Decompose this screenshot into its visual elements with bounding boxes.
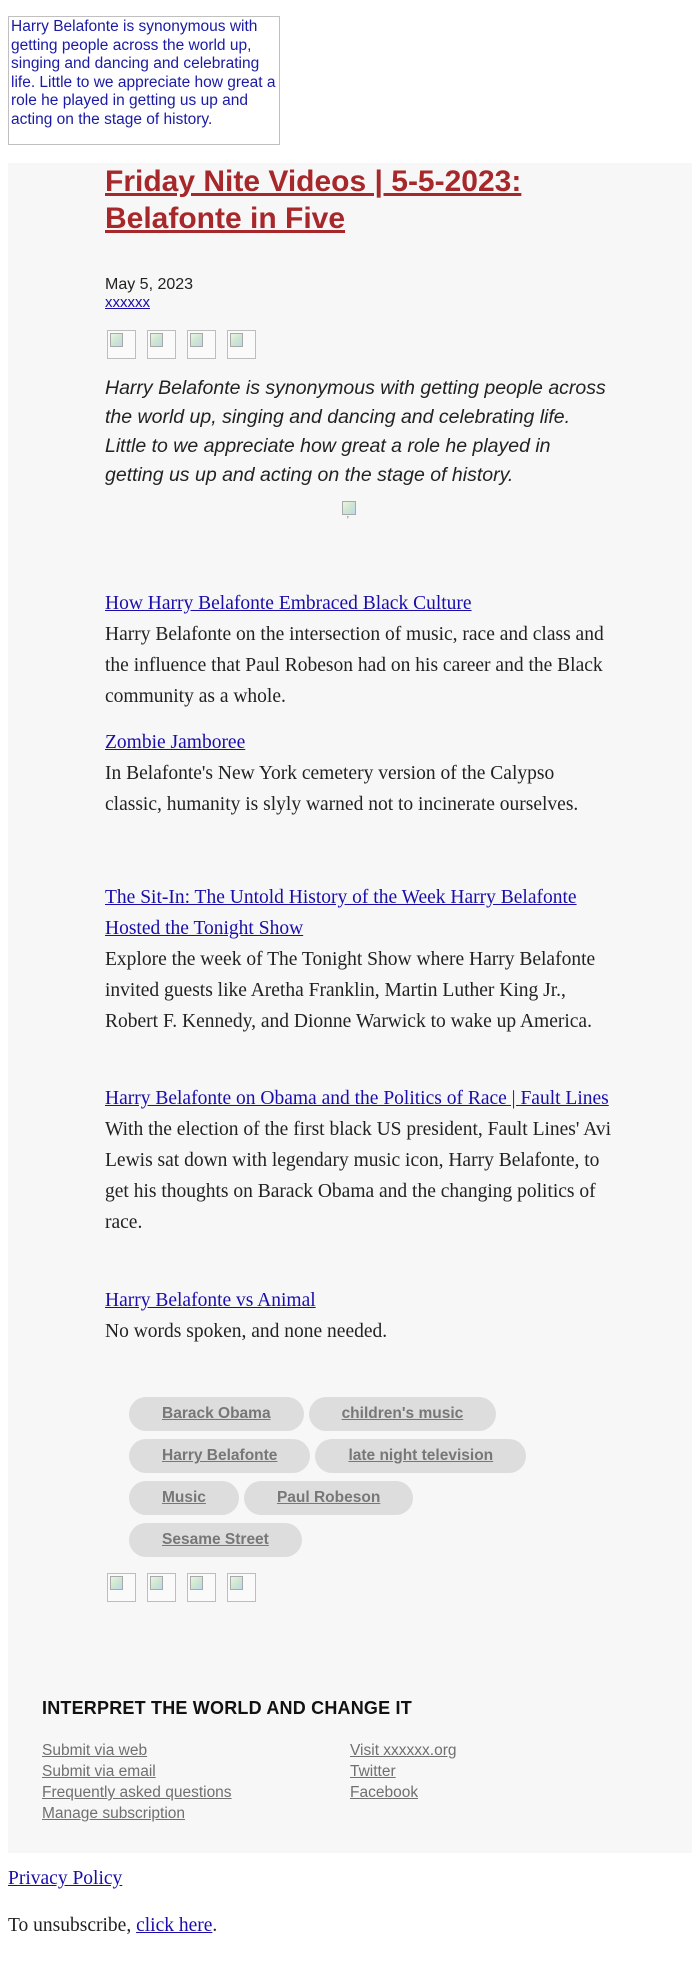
tag-barack-obama[interactable]: Barack Obama [129, 1397, 304, 1431]
story-item [105, 1285, 613, 1347]
article-author [105, 294, 613, 312]
footer-heading: INTERPRET THE WORLD AND CHANGE IT [42, 1698, 412, 1718]
story-link[interactable]: Zombie Jamboree [105, 732, 246, 753]
unsubscribe-link[interactable]: click here [136, 1915, 213, 1936]
tag-childrens-music[interactable]: children's music [309, 1397, 497, 1431]
print-share-icon[interactable] [227, 1573, 256, 1602]
tag-music[interactable]: Music [129, 1481, 239, 1515]
article-panel [8, 163, 692, 1853]
footer-links-right [350, 1740, 457, 1803]
facebook-share-icon[interactable] [147, 330, 176, 359]
article-title-link[interactable]: Friday Nite Videos | 5-5-2023: Belafonte in Five [105, 165, 522, 235]
twitter-share-icon[interactable] [187, 1573, 216, 1602]
story-item [105, 1083, 613, 1238]
footer-links-left [42, 1740, 232, 1824]
story-item [105, 882, 613, 1037]
story-description: In Belafonte's New York cemetery version of the Calypso classic, humanity is slyly warned not to incinerate ourselves. [105, 763, 579, 815]
unsubscribe-suffix: . [212, 1915, 218, 1936]
email-share-icon[interactable] [107, 330, 136, 359]
facebook-share-icon[interactable] [147, 1573, 176, 1602]
privacy-policy-link[interactable]: Privacy Policy [8, 1868, 123, 1889]
privacy-policy [8, 1868, 122, 1890]
visit-site-link[interactable]: Visit xxxxxx.org [350, 1742, 457, 1759]
inline-image-broken [341, 501, 357, 533]
story-description: No words spoken, and none needed. [105, 1321, 388, 1342]
faq-link[interactable]: Frequently asked questions [42, 1784, 232, 1801]
story-link[interactable]: How Harry Belafonte Embraced Black Culture [105, 593, 472, 614]
submit-web-link[interactable]: Submit via web [42, 1742, 148, 1759]
story-link[interactable]: The Sit-In: The Untold History of the Week Harry Belafonte Hosted the Tonight Show [105, 887, 577, 939]
tag-late-night-television[interactable]: late night television [315, 1439, 526, 1473]
print-share-icon[interactable] [227, 330, 256, 359]
story-description: With the election of the first black US president, Fault Lines' Avi Lewis sat down with legendary music icon, Harry Belafonte, to get his thoughts on Barack Obama and the changing politics of race. [105, 1119, 612, 1233]
tag-sesame-street[interactable]: Sesame Street [129, 1523, 302, 1557]
story-item [105, 727, 613, 820]
email-share-icon[interactable] [107, 1573, 136, 1602]
article-lede: Harry Belafonte is synonymous with getting people across the world up, singing and dancing and celebrating life. Little to we appreciate how great a role he played in getting us up and acting on the stage of history. [105, 377, 606, 486]
share-bar-bottom [107, 1573, 256, 1602]
unsubscribe-prefix: To unsubscribe, [8, 1915, 132, 1936]
tag-list [129, 1397, 549, 1557]
author-link[interactable]: xxxxxx [105, 294, 150, 311]
share-bar-top [107, 330, 256, 359]
twitter-link[interactable]: Twitter [350, 1763, 396, 1780]
manage-subscription-link[interactable]: Manage subscription [42, 1805, 186, 1822]
submit-email-link[interactable]: Submit via email [42, 1763, 156, 1780]
tag-harry-belafonte[interactable]: Harry Belafonte [129, 1439, 310, 1473]
story-description: Explore the week of The Tonight Show where Harry Belafonte invited guests like Aretha Franklin, Martin Luther King Jr., Robert F. Kennedy, and Dionne Warwick to wake up America. [105, 949, 596, 1032]
hero-image-broken: Harry Belafonte is synonymous with getting people across the world up, singing and dancing and celebrating life. Little to we appreciate how great a role he played in getting us up and acting on the stage of history. [8, 16, 280, 145]
story-description: Harry Belafonte on the intersection of music, race and class and the influence that Paul Robeson had on his career and the Black community as a whole. [105, 624, 604, 707]
unsubscribe-line [8, 1915, 217, 1937]
story-item [105, 588, 613, 712]
tag-paul-robeson[interactable]: Paul Robeson [244, 1481, 413, 1515]
story-link[interactable]: Harry Belafonte vs Animal [105, 1290, 316, 1311]
story-link[interactable]: Harry Belafonte on Obama and the Politics of Race | Fault Lines [105, 1088, 609, 1109]
article-title [105, 163, 613, 237]
article-date: May 5, 2023 [105, 276, 194, 293]
facebook-link[interactable]: Facebook [350, 1784, 419, 1801]
twitter-share-icon[interactable] [187, 330, 216, 359]
